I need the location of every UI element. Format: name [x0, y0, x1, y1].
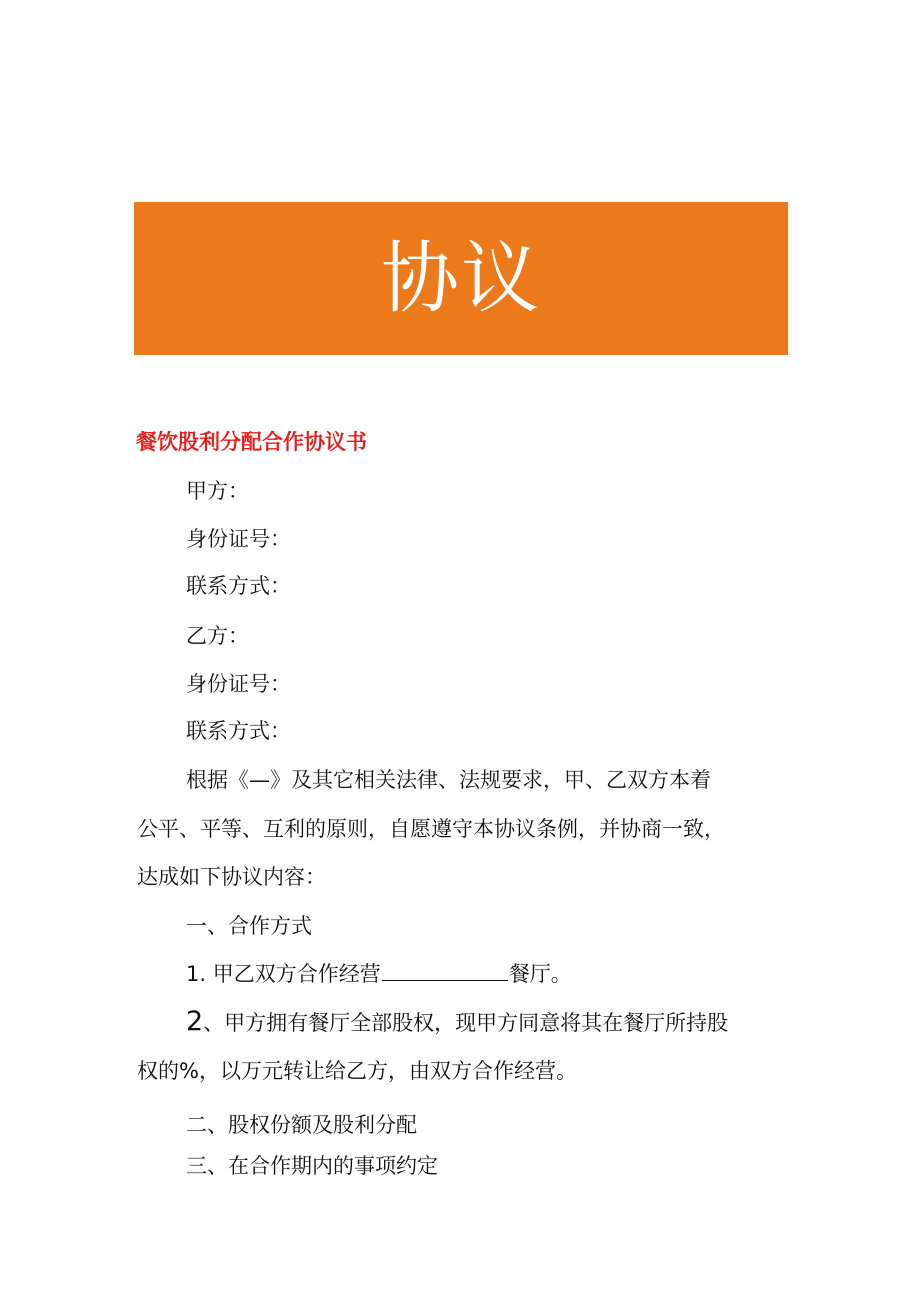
section-3-heading: 三、在合作期内的事项约定: [186, 1154, 438, 1178]
party-a-contact-label: 联系方式：: [186, 574, 291, 598]
section-2-heading: 二、股权份额及股利分配: [186, 1113, 417, 1137]
item-1-prefix: 1. 甲乙双方合作经营: [186, 962, 381, 986]
party-b-id-label: 身份证号：: [186, 672, 291, 696]
item-2-line-1: [186, 1008, 728, 1037]
document-title: 餐饮股利分配合作协议书: [136, 430, 367, 454]
preamble-line-1: 根据《—》及其它相关法律、法规要求，甲、乙双方本着: [186, 768, 711, 792]
party-b-label: 乙方：: [186, 624, 249, 648]
preamble-line-2: 公平、平等、互利的原则，自愿遵守本协议条例，并协商一致，: [137, 817, 725, 841]
banner-title: 协议: [380, 233, 541, 324]
item-2-text: 、甲方拥有餐厅全部股权，现甲方同意将其在餐厅所持股: [203, 1011, 729, 1035]
item-1-suffix: 餐厅。: [508, 962, 572, 986]
title-banner: [134, 202, 788, 355]
item-1: [186, 960, 572, 988]
preamble-line-3: 达成如下协议内容：: [137, 865, 326, 889]
fill-in-blank: [382, 960, 508, 981]
section-1-heading: 一、合作方式: [186, 914, 312, 938]
item-2-number: 2: [186, 1006, 204, 1037]
party-b-contact-label: 联系方式：: [186, 719, 291, 743]
party-a-label: 甲方：: [186, 479, 249, 503]
item-2-line-2: 权的%，以万元转让给乙方，由双方合作经营。: [137, 1059, 577, 1083]
party-a-id-label: 身份证号：: [186, 527, 291, 551]
